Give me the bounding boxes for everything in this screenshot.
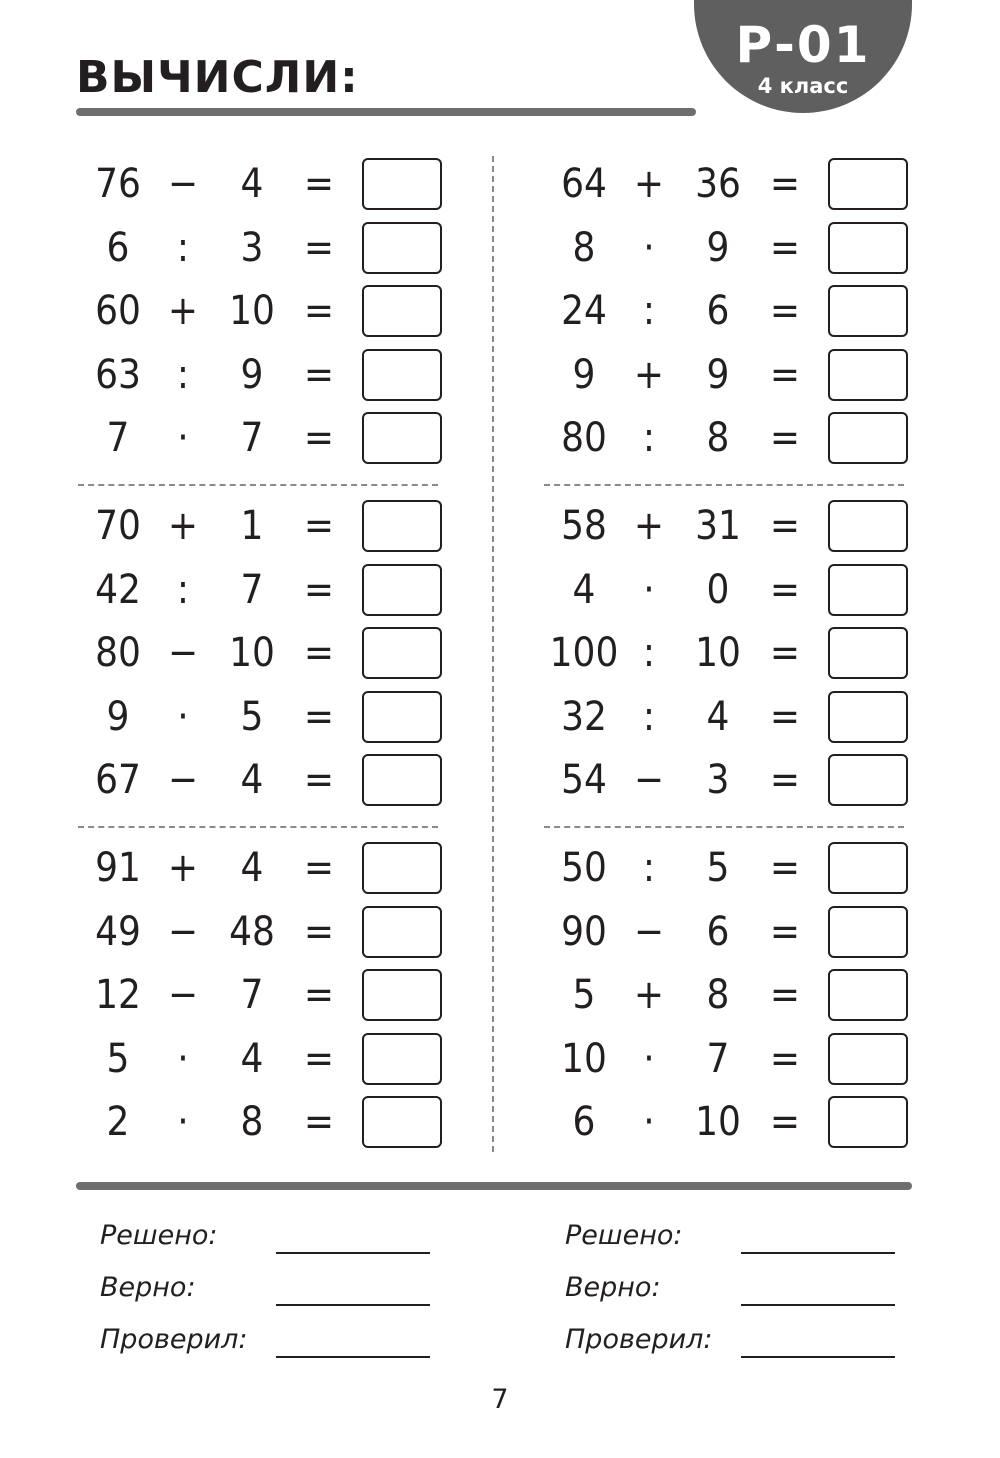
- operand-a: 91: [95, 845, 141, 891]
- equals-sign: =: [303, 415, 335, 462]
- operator: :: [176, 351, 190, 398]
- operator: ·: [643, 1035, 655, 1082]
- operand-a: 2: [106, 1099, 130, 1146]
- answer-box[interactable]: [828, 842, 908, 894]
- operand-b: 3: [240, 224, 264, 271]
- operator: −: [167, 630, 199, 677]
- answer-box[interactable]: [828, 158, 908, 210]
- group-separator: [78, 484, 438, 486]
- exercise-row: [82, 685, 452, 749]
- exercise-row: [548, 406, 918, 470]
- title-underline: [76, 108, 696, 116]
- operand-a: 90: [561, 908, 607, 955]
- exercise-row: [82, 558, 452, 622]
- checked-by-row: [565, 1318, 925, 1370]
- equals-sign: =: [303, 566, 335, 613]
- answer-box[interactable]: [828, 222, 908, 274]
- operand-a: 5: [106, 1035, 130, 1082]
- operator: −: [633, 757, 665, 804]
- operand-a: 63: [95, 351, 141, 398]
- operand-b: 10: [695, 1099, 741, 1146]
- checked-by-label: Проверил:: [565, 1324, 713, 1355]
- exercise-row: [548, 343, 918, 407]
- solved-row: [565, 1214, 925, 1266]
- operand-b: 3: [706, 757, 730, 804]
- equals-sign: =: [303, 351, 335, 398]
- answer-box[interactable]: [362, 754, 442, 806]
- operand-b: 7: [240, 972, 264, 1019]
- equals-sign: =: [303, 161, 335, 207]
- operator: +: [167, 288, 199, 335]
- solved-row: [100, 1214, 460, 1266]
- operand-b: 6: [706, 908, 730, 955]
- equals-sign: =: [769, 566, 801, 613]
- equals-sign: =: [769, 224, 801, 271]
- solved-blank[interactable]: [276, 1252, 430, 1254]
- operator: :: [642, 630, 656, 677]
- equals-sign: =: [303, 693, 335, 740]
- exercise-row: [82, 900, 452, 964]
- operand-b: 36: [695, 161, 741, 207]
- operand-b: 5: [240, 693, 264, 740]
- equals-sign: =: [303, 845, 335, 891]
- equals-sign: =: [303, 972, 335, 1019]
- operand-b: 10: [229, 288, 275, 335]
- operand-a: 5: [572, 972, 596, 1019]
- operand-a: 6: [106, 224, 130, 271]
- answer-box[interactable]: [828, 754, 908, 806]
- operand-b: 8: [706, 972, 730, 1019]
- operator: −: [633, 908, 665, 955]
- exercise-row: [82, 152, 452, 216]
- operand-b: 48: [229, 908, 275, 955]
- page-number: 7: [491, 1384, 509, 1415]
- answer-box[interactable]: [828, 412, 908, 464]
- operator: ·: [643, 224, 655, 271]
- exercise-row: [548, 900, 918, 964]
- answer-box[interactable]: [362, 691, 442, 743]
- correct-blank[interactable]: [276, 1304, 430, 1306]
- operator: +: [633, 503, 665, 549]
- answer-box[interactable]: [362, 1096, 442, 1148]
- answer-box[interactable]: [362, 906, 442, 958]
- operand-b: 4: [240, 757, 264, 804]
- operand-a: 49: [95, 908, 141, 955]
- answer-box[interactable]: [362, 969, 442, 1021]
- operator: −: [167, 972, 199, 1019]
- answer-box[interactable]: [828, 349, 908, 401]
- equals-sign: =: [769, 503, 801, 549]
- operator: ·: [177, 1099, 189, 1146]
- exercise-row: [548, 216, 918, 280]
- exercise-row: [548, 685, 918, 749]
- exercise-row: [82, 748, 452, 812]
- operand-a: 58: [561, 503, 607, 549]
- equals-sign: =: [769, 630, 801, 677]
- equals-sign: =: [769, 288, 801, 335]
- operand-a: 60: [95, 288, 141, 335]
- exercise-row: [82, 836, 452, 900]
- operator: ·: [643, 566, 655, 613]
- operand-a: 80: [95, 630, 141, 677]
- operator: +: [633, 972, 665, 1019]
- operand-b: 9: [706, 224, 730, 271]
- answer-box[interactable]: [828, 500, 908, 552]
- exercise-row: [548, 748, 918, 812]
- exercise-row: [82, 1090, 452, 1154]
- operator: +: [167, 845, 199, 891]
- operand-b: 8: [240, 1099, 264, 1146]
- operand-a: 76: [95, 161, 141, 207]
- operand-b: 9: [240, 351, 264, 398]
- equals-sign: =: [769, 1035, 801, 1082]
- checked-by-blank[interactable]: [741, 1356, 895, 1358]
- operand-b: 5: [706, 845, 730, 891]
- operand-b: 7: [240, 415, 264, 462]
- solved-label: Решено:: [565, 1220, 683, 1251]
- exercise-row: [82, 216, 452, 280]
- checked-by-label: Проверил:: [100, 1324, 248, 1355]
- answer-box[interactable]: [828, 906, 908, 958]
- operator: −: [167, 908, 199, 955]
- answer-box[interactable]: [362, 500, 442, 552]
- equals-sign: =: [769, 351, 801, 398]
- operand-b: 4: [240, 1035, 264, 1082]
- exercise-row: [82, 963, 452, 1027]
- operand-a: 6: [572, 1099, 596, 1146]
- operand-b: 10: [695, 630, 741, 677]
- exercise-row: [82, 279, 452, 343]
- checked-by-blank[interactable]: [276, 1356, 430, 1358]
- equals-sign: =: [769, 693, 801, 740]
- operand-a: 42: [95, 566, 141, 613]
- operand-a: 100: [549, 630, 619, 677]
- check-block-left: [100, 1214, 460, 1370]
- equals-sign: =: [303, 1035, 335, 1082]
- worksheet-badge: [694, 0, 912, 113]
- exercise-row: [82, 343, 452, 407]
- exercise-row: [548, 621, 918, 685]
- operator: ·: [177, 1035, 189, 1082]
- answer-box[interactable]: [828, 564, 908, 616]
- equals-sign: =: [303, 288, 335, 335]
- operand-a: 7: [106, 415, 130, 462]
- answer-box[interactable]: [828, 1096, 908, 1148]
- operand-b: 1: [240, 503, 264, 549]
- operator: −: [167, 161, 199, 207]
- equals-sign: =: [769, 161, 801, 207]
- operator: :: [642, 415, 656, 462]
- answer-box[interactable]: [362, 1033, 442, 1085]
- operand-a: 8: [572, 224, 596, 271]
- operand-a: 4: [572, 566, 596, 613]
- operand-a: 67: [95, 757, 141, 804]
- operand-a: 12: [95, 972, 141, 1019]
- operand-a: 64: [561, 161, 607, 207]
- solved-blank[interactable]: [741, 1252, 895, 1254]
- answer-box[interactable]: [828, 285, 908, 337]
- operator: :: [642, 693, 656, 740]
- exercise-row: [548, 1027, 918, 1091]
- correct-blank[interactable]: [741, 1304, 895, 1306]
- equals-sign: =: [303, 1099, 335, 1146]
- grade-label: 4 класс: [757, 74, 849, 98]
- page-title: ВЫЧИСЛИ:: [76, 52, 359, 103]
- equals-sign: =: [769, 845, 801, 891]
- operator: :: [642, 288, 656, 335]
- solved-label: Решено:: [100, 1220, 218, 1251]
- operand-b: 10: [229, 630, 275, 677]
- operator: −: [167, 757, 199, 804]
- equals-sign: =: [769, 1099, 801, 1146]
- answer-box[interactable]: [828, 691, 908, 743]
- operand-a: 70: [95, 503, 141, 549]
- answer-box[interactable]: [362, 842, 442, 894]
- operand-b: 4: [240, 161, 264, 207]
- group-separator: [78, 826, 438, 828]
- bottom-divider: [76, 1182, 912, 1190]
- exercise-row: [548, 279, 918, 343]
- operator: +: [167, 503, 199, 549]
- operator: +: [633, 351, 665, 398]
- equals-sign: =: [303, 224, 335, 271]
- operand-b: 0: [706, 566, 730, 613]
- operand-b: 7: [240, 566, 264, 613]
- exercise-row: [548, 963, 918, 1027]
- operand-a: 80: [561, 415, 607, 462]
- equals-sign: =: [769, 908, 801, 955]
- exercise-row: [548, 494, 918, 558]
- exercise-row: [82, 1027, 452, 1091]
- operand-b: 9: [706, 351, 730, 398]
- operand-a: 54: [561, 757, 607, 804]
- operand-b: 6: [706, 288, 730, 335]
- operand-a: 9: [106, 693, 130, 740]
- operator: ·: [643, 1099, 655, 1146]
- answer-box[interactable]: [362, 222, 442, 274]
- correct-row: [565, 1266, 925, 1318]
- exercise-row: [548, 152, 918, 216]
- answer-box[interactable]: [362, 627, 442, 679]
- answer-box[interactable]: [362, 412, 442, 464]
- operand-a: 24: [561, 288, 607, 335]
- operand-b: 4: [706, 693, 730, 740]
- operand-a: 32: [561, 693, 607, 740]
- answer-box[interactable]: [828, 1033, 908, 1085]
- answer-box[interactable]: [828, 969, 908, 1021]
- operator: :: [176, 224, 190, 271]
- group-separator: [544, 826, 904, 828]
- operand-b: 31: [695, 503, 741, 549]
- operand-b: 7: [706, 1035, 730, 1082]
- exercise-row: [82, 621, 452, 685]
- correct-label: Верно:: [565, 1272, 661, 1303]
- operator: ·: [177, 693, 189, 740]
- equals-sign: =: [303, 630, 335, 677]
- operand-b: 8: [706, 415, 730, 462]
- column-divider: [492, 156, 494, 1152]
- exercise-row: [82, 406, 452, 470]
- operand-b: 4: [240, 845, 264, 891]
- correct-label: Верно:: [100, 1272, 196, 1303]
- answer-box[interactable]: [362, 158, 442, 210]
- equals-sign: =: [769, 415, 801, 462]
- equals-sign: =: [769, 972, 801, 1019]
- operand-a: 50: [561, 845, 607, 891]
- equals-sign: =: [303, 503, 335, 549]
- group-separator: [544, 484, 904, 486]
- exercise-row: [548, 836, 918, 900]
- answer-box[interactable]: [362, 285, 442, 337]
- worksheet-code: Р-01: [735, 16, 871, 74]
- operand-a: 9: [572, 351, 596, 398]
- equals-sign: =: [303, 908, 335, 955]
- equals-sign: =: [303, 757, 335, 804]
- check-block-right: [565, 1214, 925, 1370]
- operator: :: [176, 566, 190, 613]
- answer-box[interactable]: [828, 627, 908, 679]
- correct-row: [100, 1266, 460, 1318]
- answer-box[interactable]: [362, 564, 442, 616]
- operator: :: [642, 845, 656, 891]
- exercise-row: [82, 494, 452, 558]
- exercise-row: [548, 1090, 918, 1154]
- operator: +: [633, 161, 665, 207]
- exercise-row: [548, 558, 918, 622]
- equals-sign: =: [769, 757, 801, 804]
- answer-box[interactable]: [362, 349, 442, 401]
- operator: ·: [177, 415, 189, 462]
- operand-a: 10: [561, 1035, 607, 1082]
- checked-by-row: [100, 1318, 460, 1370]
